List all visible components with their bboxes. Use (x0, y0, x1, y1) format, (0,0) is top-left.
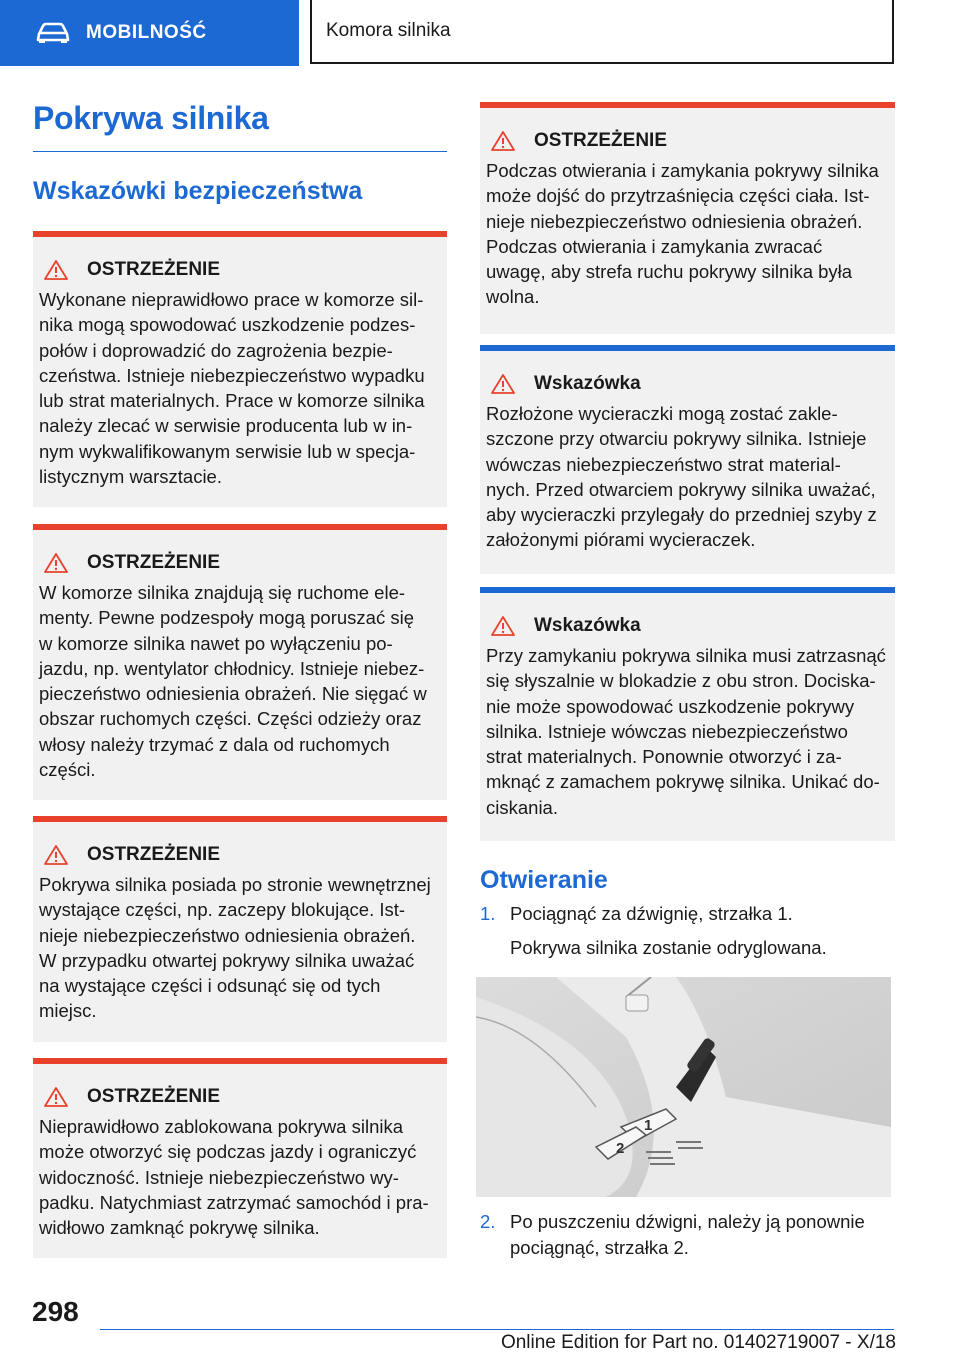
warning-box (33, 816, 447, 1042)
warning-title: OSTRZEŻENIE (87, 844, 221, 865)
warning-text: Pokrywa silnika posiada po stronie wewnętrznej wystające części, np. zaczepy blokujące. Ist- nieje niebezpieczeństwo odniesienia obrażeń. W przypadku otwartej pokrywy silnika uważać na wystające części i odsunąć się od tych miejsc. (39, 874, 431, 1022)
warning-title: OSTRZEŻENIE (87, 1086, 221, 1107)
warning-box (33, 1058, 447, 1258)
note-box (480, 345, 895, 574)
warning-triangle-icon (43, 552, 69, 574)
step-number: 1. (480, 903, 496, 924)
warning-text: Nieprawidłowo zablokowana pokrywa silnika może otworzyć się podczas jazdy i ograniczyć widoczność. Istnieje niebezpieczeństwo wy- padku. Natychmiast zatrzymać samochód i pra- widłowo zamknąć pokrywę silnika. (39, 1116, 429, 1239)
warning-triangle-icon (43, 1086, 69, 1108)
edition-note: Online Edition for Part no. 01402719007 - X/18 (500, 1332, 896, 1353)
warning-box (33, 231, 447, 507)
warning-triangle-icon (43, 844, 69, 866)
footer-divider (100, 1329, 894, 1330)
step-1-result: Pokrywa silnika zostanie odryglowana. (510, 937, 827, 958)
warning-triangle-icon (490, 615, 516, 637)
breadcrumb-label: Komora silnika (326, 20, 451, 41)
opening-heading: Otwieranie (480, 866, 608, 894)
warning-text: Wykonane nieprawidłowo prace w komorze sil- nika mogą spowodować uszkodzenie podzes- połów i doprowadzić do zagrożenia bezpie- czeństwa. Istnieje niebezpieczeństwo wypadku lub strat materialnych. Prace w komorze silnika należy zlecać w serwisie producenta lub w in- nym wykwalifikowanym serwisie lub w specja- listycznym warsztacie. (39, 289, 425, 488)
title-divider (33, 151, 447, 152)
step-1 (480, 901, 895, 927)
hood-release-lever-image (476, 977, 891, 1197)
warning-text: W komorze silnika znajdują się ruchome ele- menty. Pewne podzespoły mogą poruszać się w komorze silnika nawet po wyłączeniu po- jazdu, np. wentylator chłodnicy. Istnieje niebez- pieczeństwo odniesienia obrażeń. Nie sięgać w obszar ruchomych części. Części odzieży oraz włosy należy trzymać z dala od ruchomych części. (39, 582, 427, 781)
warning-text: Podczas otwierania i zamykania pokrywy silnika może dojść do przytrzaśnięcia części ciała. Ist- nieje niebezpieczeństwo odniesienia obrażeń. Podczas otwierania i zamykania zwracać uwagę, aby strefa ruchu pokrywy silnika była wolna. (486, 160, 879, 308)
step-2 (480, 1209, 895, 1261)
note-text: Przy zamykaniu pokrywa silnika musi zatrzasnąć się słyszalnie w blokadzie z obu stron. Dociska- nie może spowodować uszkodzenie pokrywy silnika. Istnieje wówczas niebezpieczeństwo strat materialnych. Ponownie otworzyć i za- mknąć z zamachem pokrywę silnika. Unikać do- ciskania. (486, 645, 886, 818)
note-box (480, 587, 895, 841)
right-column (480, 102, 895, 961)
note-text: Rozłożone wycieraczki mogą zostać zakle- szczone przy otwarciu pokrywy silnika. Istnieje wówczas niebezpieczeństwo strat material- nych. Przed otwarciem pokrywy silnika uważać, aby wycieraczki przylegały do przedniej szyby z założonymi piórami wycieraczek. (486, 403, 877, 551)
warning-triangle-icon (490, 130, 516, 152)
arrow-1-label: 1 (644, 1117, 653, 1134)
note-title: Wskazówka (534, 373, 641, 394)
note-title: Wskazówka (534, 615, 641, 636)
warning-triangle-icon (43, 259, 69, 281)
arrow-2-label: 2 (616, 1140, 625, 1157)
warning-box (480, 102, 895, 334)
page-number: 298 (32, 1296, 79, 1327)
section-tab[interactable] (0, 0, 299, 66)
page-title: Pokrywa silnika (33, 100, 269, 136)
warning-title: OSTRZEŻENIE (87, 259, 221, 280)
warning-box (33, 524, 447, 800)
warning-title: OSTRZEŻENIE (87, 552, 221, 573)
warning-title: OSTRZEŻENIE (534, 130, 668, 151)
left-column (33, 100, 447, 1258)
section-label: MOBILNOŚĆ (86, 22, 207, 43)
step-number: 2. (480, 1211, 496, 1232)
step-text: Po puszczeniu dźwigni, należy ją ponownie pociągnąć, strzałka 2. (510, 1211, 865, 1258)
step-text: Pociągnąć za dźwignię, strzałka 1. (510, 903, 793, 924)
safety-heading: Wskazówki bezpieczeństwa (33, 177, 363, 205)
breadcrumb (310, 0, 894, 64)
warning-triangle-icon (490, 373, 516, 395)
car-icon (36, 22, 70, 44)
